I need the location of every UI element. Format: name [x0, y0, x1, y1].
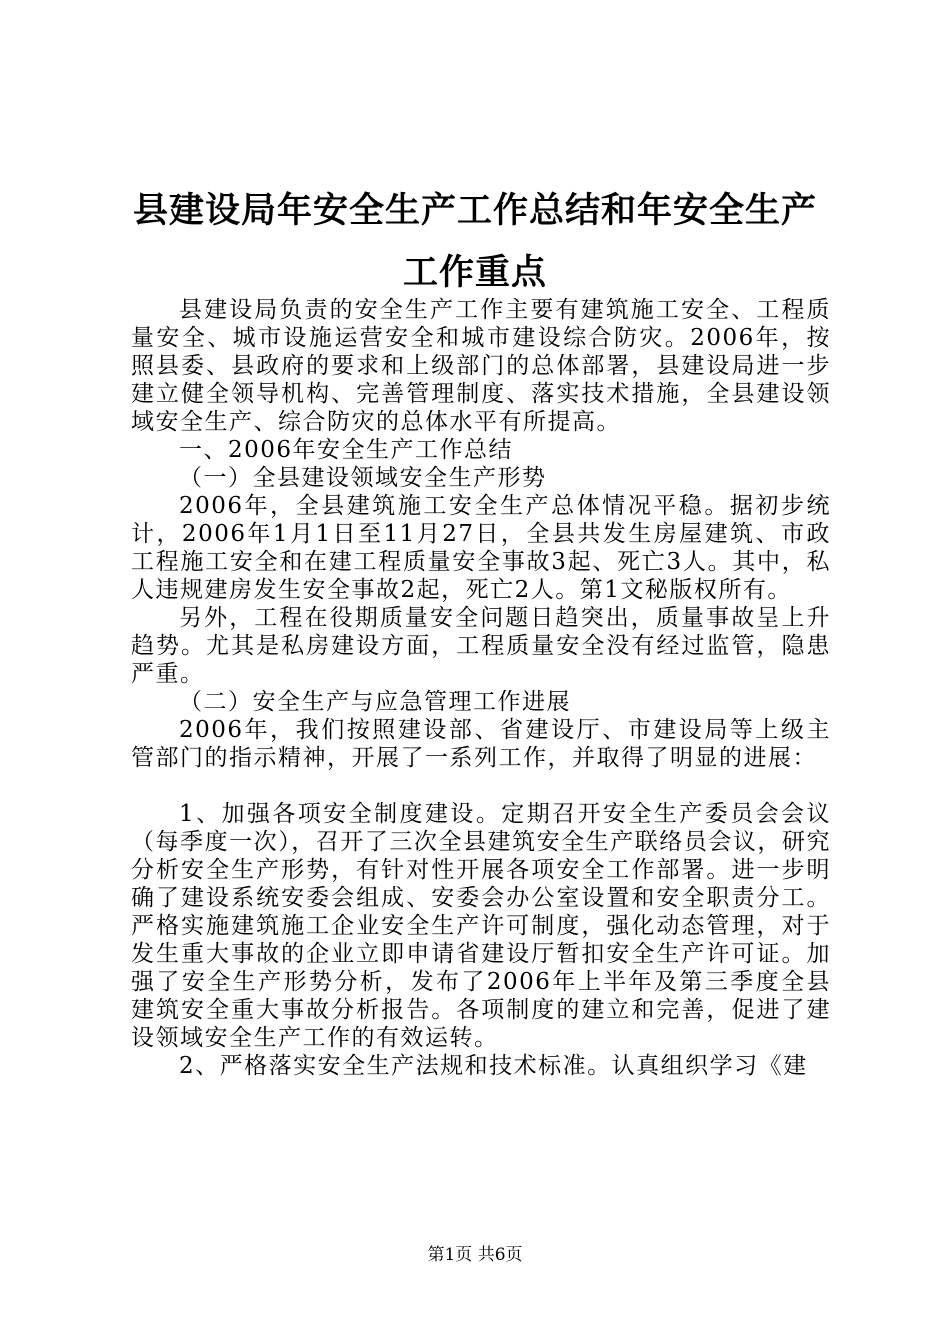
paragraph-situation: 2006年，全县建筑施工安全生产总体情况平稳。据初步统计，2006年1月1日至11月27日，全县共发生房屋建筑、市政工程施工安全和在建工程质量安全事故3起、死亡3人。其中，私人违规建房发生安全事故2起，死亡2人。第1文秘版权所有。	[131, 493, 831, 603]
paragraph-item-2: 2、严格落实安全生产法规和技术标准。认真组织学习《建	[179, 1053, 808, 1079]
document-title: 县建设局年安全生产工作总结和年安全生产工作重点	[132, 191, 817, 293]
page-footer: 第1页 共6页	[427, 1245, 523, 1265]
paragraph-item-1: 1、加强各项安全制度建设。定期召开安全生产委员会会议（每季度一次），召开了三次全县建筑安全生产联络员会议，研究分析安全生产形势，有针对性开展各项安全工作部署。进一步明确了建设系统安委会组成、安委会办公室设置和安全职责分工。严格实施建筑施工企业安全生产许可制度，强化动态管理，对于发生重大事故的企业立即申请省建设厅暂扣安全生产许可证。加强了安全生产形势分析，发布了2006年上半年及第三季度全县建筑安全重大事故分析报告。各项制度的建立和完善，促进了建设领域安全生产工作的有效运转。	[131, 801, 831, 1051]
heading-section-1: 一、2006年安全生产工作总结	[179, 437, 514, 463]
heading-subsection-1: （一）全县建设领域安全生产形势	[179, 465, 547, 491]
paragraph-quality-issues: 另外，工程在役期质量安全问题日趋突出，质量事故呈上升趋势。尤其是私房建设方面，工程质量安全没有经过监管，隐患严重。	[131, 605, 831, 687]
paragraph-progress: 2006年，我们按照建设部、省建设厅、市建设局等上级主管部门的指示精神，开展了一系列工作，并取得了明显的进展：	[131, 717, 831, 771]
document-body	[131, 296, 831, 1080]
paragraph-intro: 县建设局负责的安全生产工作主要有建筑施工安全、工程质量安全、城市设施运营安全和城市建设综合防灾。2006年，按照县委、县政府的要求和上级部门的总体部署，县建设局进一步建立健全领导机构、完善管理制度、落实技术措施，全县建设领域安全生产、综合防灾的总体水平有所提高。	[131, 297, 831, 435]
heading-subsection-2: （二）安全生产与应急管理工作进展	[179, 689, 571, 715]
